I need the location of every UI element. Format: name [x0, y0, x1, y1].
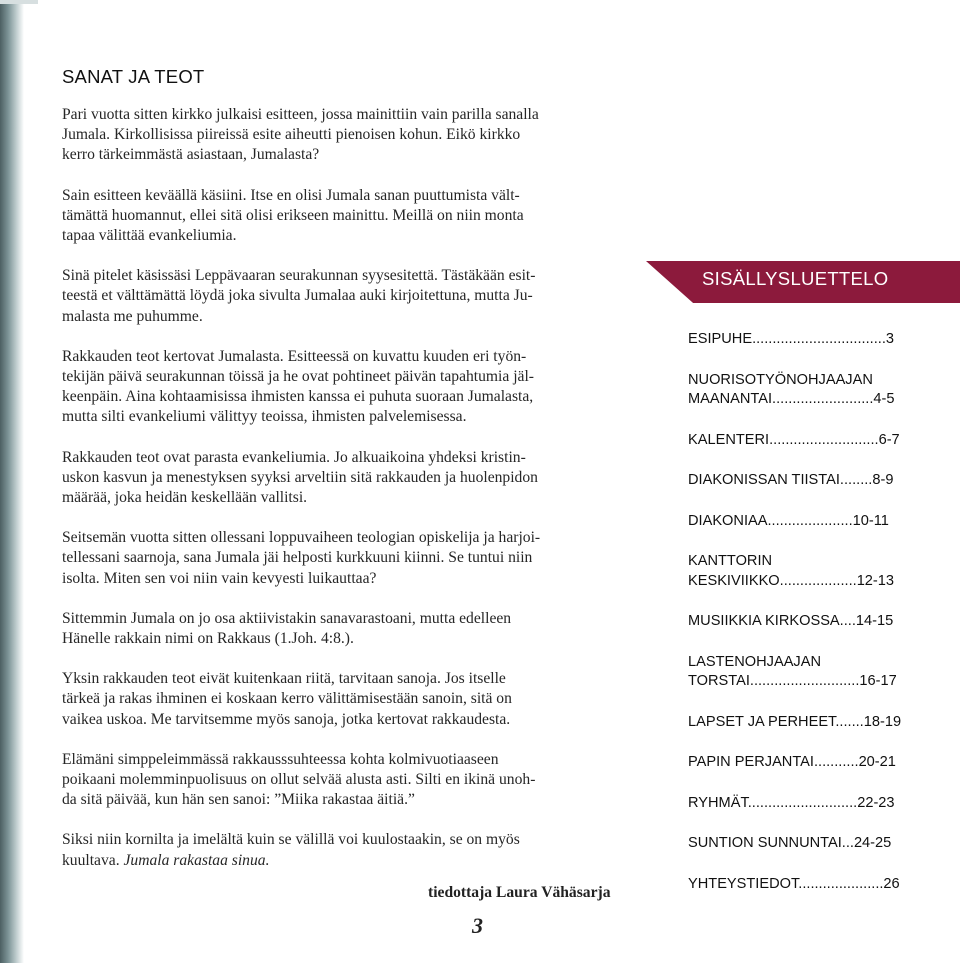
- article-paragraph: [62, 448, 634, 509]
- text-line: Jumala. Kirkollisissa piireissä esite aiheutti pienoisen kohun. Eikö kirkko: [62, 126, 521, 144]
- text-line: tekijän päivä seurakunnan töissä ja he ovat pohtineet päivän tapahtumia jäl-: [62, 368, 534, 386]
- toc-item-label: TORSTAI...........................16-17: [688, 673, 897, 689]
- toc-item-label: LAPSET JA PERHEET.......18-19: [688, 713, 902, 730]
- text-line: kuultava.: [62, 851, 124, 869]
- text-line: kerro tärkeimmästä asiastaan, Jumalasta?: [62, 146, 320, 164]
- toc-item-suntion-sunnuntai[interactable]: [688, 834, 940, 854]
- text-line: isolta. Miten sen voi niin vain kevyesti luikauttaa?: [62, 569, 377, 587]
- text-line: Rakkauden teot kertovat Jumalasta. Esitteessä on kuvattu kuuden eri työn-: [62, 347, 527, 365]
- text-line: tärkeä ja rakas ihminen ei koskaan kerro välittämisestään sanoin, sitä on: [62, 690, 512, 708]
- text-line: tämättä huomannut, ellei sitä olisi erikseen mainittu. Meillä on niin monta: [62, 206, 524, 224]
- text-line: Pari vuotta sitten kirkko julkaisi esitteen, jossa mainittiin vain parilla sanalla: [62, 106, 539, 123]
- text-line: tellessani saarnoja, sana Jumala jäi helposti kurkkuuni kiinni. Se tuntui niin: [62, 549, 533, 567]
- author-signature: tiedottaja Laura Vähäsarja: [428, 884, 611, 901]
- page-edge-highlight: [0, 0, 38, 4]
- article-paragraph: [62, 669, 634, 730]
- toc-item-kalenteri[interactable]: [688, 431, 940, 451]
- toc-item-label: KESKIVIIKKO...................12-13: [688, 572, 895, 589]
- toc-list: [688, 330, 940, 915]
- text-line: poikaani molemminpuolisuus on ollut selvää alusta asti. Silti en ikinä unoh-: [62, 771, 536, 789]
- text-line: uskon kasvun ja menestyksen syyksi arveltiin sitä rakkauden ja huolenpidon: [62, 468, 538, 486]
- toc-item-label: KALENTERI...........................6-7: [688, 431, 900, 448]
- text-line: Seitsemän vuotta sitten ollessani loppuvaiheen teologian opiskelija ja harjoi-: [62, 529, 541, 547]
- toc-item-musiikkia-kirkossa[interactable]: [688, 612, 940, 632]
- toc-item-diakonissan-tiistai[interactable]: [688, 471, 940, 491]
- article-paragraph: [62, 266, 634, 327]
- article-paragraph: [62, 528, 634, 589]
- text-line: keenpäin. Aina kohtaamisissa ihmisten kanssa ei puhuta suoraan Jumalasta,: [62, 388, 534, 406]
- text-line: Siksi niin kornilta ja imelältä kuin se välillä voi kuulostaakin, se on myös: [62, 831, 520, 849]
- text-line: malasta me puhumme.: [62, 307, 203, 325]
- text-line: Yksin rakkauden teot eivät kuitenkaan riitä, tarvitaan sanoja. Jos itselle: [62, 670, 506, 688]
- toc-item-label: ESIPUHE.................................3: [688, 331, 894, 347]
- toc-item-label: PAPIN PERJANTAI...........20-21: [688, 754, 896, 770]
- article-paragraph: [62, 750, 634, 811]
- toc-item-nuorisotyonohjaajan-maanantai[interactable]: [688, 371, 940, 410]
- text-line: Sain esitteen keväällä käsiini. Itse en olisi Jumala sanan puuttumista vält-: [62, 186, 520, 204]
- toc-item-label: YHTEYSTIEDOT.....................26: [688, 875, 900, 892]
- toc-item-label: NUORISOTYÖNOHJAAJAN: [688, 371, 873, 388]
- page-number: 3: [472, 913, 483, 938]
- text-line: teestä et välttämättä löydä joka sivulta Jumalaa auki kirjoitettuna, mutta Ju-: [62, 287, 533, 305]
- text-line: Sinä pitelet käsissäsi Leppävaaran seurakunnan syysesitettä. Tästäkään esit-: [62, 267, 536, 285]
- toc-item-lastenohjaajan-torstai[interactable]: [688, 653, 940, 692]
- text-line: da sitä päivää, kun hän sen sanoi: ”Miika rakastaa äitiä.”: [62, 791, 415, 809]
- text-line: vaikea uskoa. Me tarvitsemme myös sanoja, jotka kertovat rakkaudesta.: [62, 710, 511, 728]
- article-paragraph: [62, 347, 634, 428]
- toc-item-label: DIAKONIAA.....................10-11: [688, 512, 889, 529]
- toc-item-label: KANTTORIN: [688, 553, 773, 569]
- text-line: Sittemmin Jumala on jo osa aktiivistakin sanavarastoani, mutta edelleen: [62, 609, 512, 627]
- text-line: Elämäni simppeleimmässä rakkausssuhteessa kohta kolmivuotiaaseen: [62, 750, 499, 768]
- article-body: [62, 105, 634, 891]
- toc-item-label: DIAKONISSAN TIISTAI........8-9: [688, 472, 894, 488]
- page-edge-decoration: [0, 0, 24, 963]
- text-line: Rakkauden teot ovat parasta evankeliumia. Jo alkuaikoina yhdeksi kristin-: [62, 448, 526, 466]
- toc-item-label: MUSIIKKIA KIRKOSSA....14-15: [688, 613, 894, 629]
- text-line: Hänelle rakkain nimi on Rakkaus (1.Joh. 4:8.).: [62, 630, 354, 648]
- text-line: tapaa välittää evankeliumia.: [62, 227, 237, 245]
- toc-item-kanttorin-keskiviikko[interactable]: [688, 552, 940, 591]
- toc-item-label: SUNTION SUNNUNTAI...24-25: [688, 835, 892, 851]
- toc-item-label: RYHMÄT...........................22-23: [688, 794, 895, 811]
- toc-item-ryhmat[interactable]: [688, 794, 940, 814]
- toc-item-label: MAANANTAI.........................4-5: [688, 391, 895, 407]
- toc-item-lapset-ja-perheet[interactable]: [688, 713, 940, 733]
- toc-item-label: LASTENOHJAAJAN: [688, 653, 821, 670]
- toc-title: SISÄLLYSLUETTELO: [702, 268, 889, 289]
- article-paragraph: [62, 609, 634, 649]
- italic-closing-phrase: Jumala rakastaa sinua.: [123, 851, 270, 869]
- article-paragraph: [62, 186, 634, 247]
- text-line: mutta silti evankeliumi välittyy teoissa, ihmisten palvelemisessa.: [62, 408, 467, 426]
- toc-item-diakoniaa[interactable]: [688, 512, 940, 532]
- toc-item-papin-perjantai[interactable]: [688, 753, 940, 773]
- toc-item-yhteystiedot[interactable]: [688, 875, 940, 895]
- toc-item-esipuhe[interactable]: [688, 330, 940, 350]
- text-line: määrää, joka heidän keskellään vallitsi.: [62, 489, 308, 507]
- article-closing-paragraph: [62, 830, 634, 870]
- article-heading: SANAT JA TEOT: [62, 66, 205, 87]
- article-paragraph: [62, 105, 634, 166]
